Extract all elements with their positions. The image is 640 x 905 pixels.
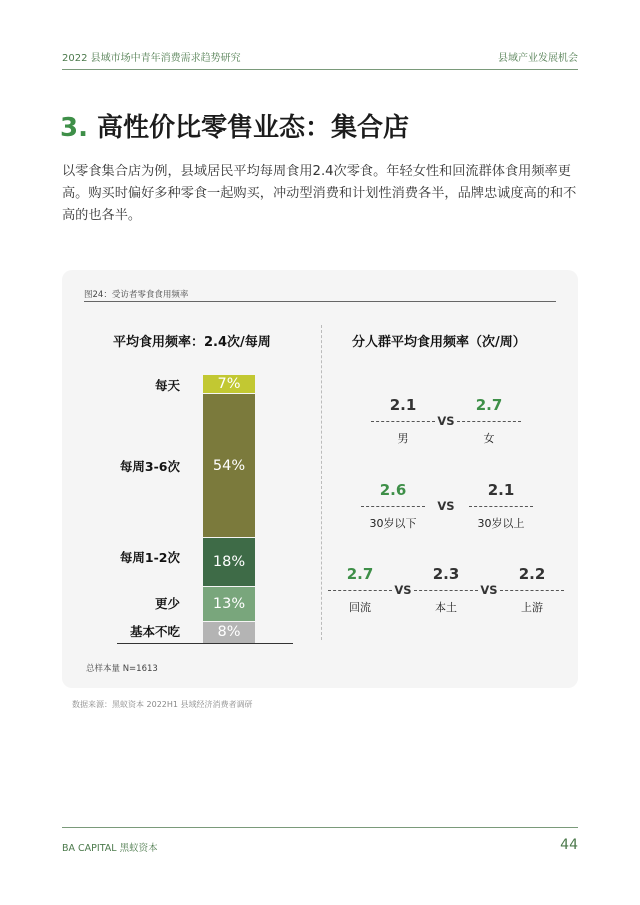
page-title (60, 107, 409, 144)
value-underline (361, 506, 425, 507)
group-name: 回流 (349, 601, 371, 614)
bar-segment (203, 587, 255, 621)
frequency-chart-title: 平均食用频率：2.4次/每周 (113, 335, 271, 350)
figure-label-rule (84, 301, 556, 302)
group-name: 本土 (435, 601, 457, 614)
chart-baseline (117, 643, 293, 644)
group-value: 2.1 (487, 481, 515, 499)
value-underline (328, 590, 392, 591)
vs-label: VS (480, 583, 498, 597)
data-source: 数据来源：黑蚁资本 2022H1 县域经济消费者调研 (72, 700, 253, 709)
footer-brand: BA CAPITAL 黑蚁资本 (62, 843, 158, 854)
page-header (62, 49, 578, 63)
group-value: 2.7 (346, 565, 374, 583)
category-label: 每周1-2次 (119, 550, 180, 565)
section-title: 高性价比零售业态：集合店 (87, 113, 410, 143)
group-name: 30岁以上 (477, 517, 525, 530)
sample-size-note: 总样本量 N=1613 (86, 664, 158, 674)
bar-segment (203, 375, 255, 393)
group-name: 30岁以下 (369, 517, 417, 530)
report-title: 2022 县域市场中青年消费需求趋势研究 (62, 53, 241, 64)
panel-divider (321, 325, 322, 640)
group-name: 女 (483, 432, 495, 445)
vs-label: VS (437, 499, 455, 513)
bar-segment (203, 622, 255, 643)
value-underline (414, 590, 478, 591)
category-label: 更少 (154, 596, 180, 611)
intro-paragraph: 以零食集合店为例，县域居民平均每周食用2.4次零食。年轻女性和回流群体食用频率更高。购买时偏好多种零食一起购买，冲动型消费和计划性消费各半，品牌忠诚度高的和不高的也各半。 (62, 164, 577, 223)
bar-value-label: 13% (212, 595, 246, 612)
figure-label: 图24：受访者零食食用频率 (84, 290, 189, 300)
bar-value-label: 7% (217, 375, 241, 392)
section-number: 3. (60, 113, 88, 143)
bar-value-label: 54% (212, 457, 246, 474)
bar-value-label: 8% (217, 624, 241, 641)
vs-label: VS (394, 583, 412, 597)
vs-label: VS (437, 414, 455, 428)
header-divider (62, 69, 578, 70)
group-value: 2.3 (432, 565, 460, 583)
bar-segment (203, 538, 255, 585)
bar-value-label: 18% (212, 554, 246, 571)
category-label: 每周3-6次 (119, 459, 180, 474)
category-label: 基本不吃 (129, 624, 180, 639)
value-underline (469, 506, 533, 507)
group-value: 2.1 (389, 396, 417, 414)
group-name: 上游 (521, 601, 543, 614)
page-number: 44 (560, 837, 578, 853)
group-value: 2.7 (475, 396, 503, 414)
section-name: 县域产业发展机会 (498, 53, 578, 64)
value-underline (500, 590, 564, 591)
group-name: 男 (397, 432, 409, 445)
bar-segment (203, 394, 255, 538)
group-value: 2.6 (379, 481, 407, 499)
value-underline (457, 421, 521, 422)
value-underline (371, 421, 435, 422)
category-label: 每天 (154, 378, 180, 393)
footer-divider (62, 827, 578, 828)
group-value: 2.2 (518, 565, 546, 583)
group-comparison-title: 分人群平均食用频率（次/周） (352, 335, 526, 350)
